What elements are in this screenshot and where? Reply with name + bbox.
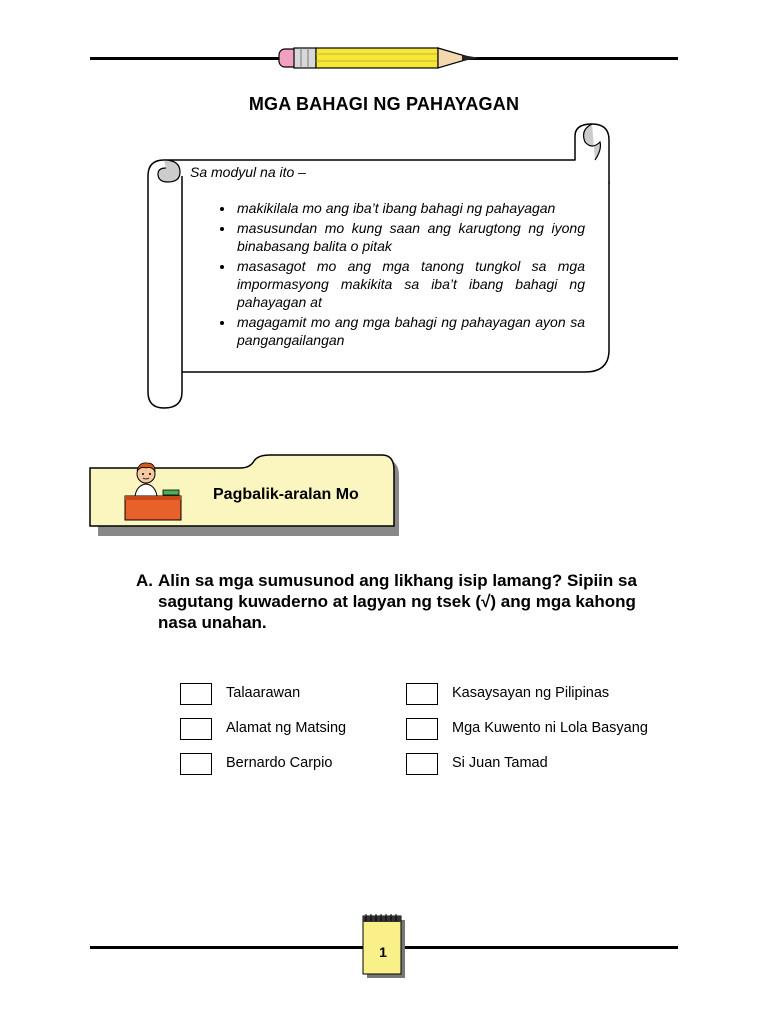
objective-item: • makikilala mo ang iba’t ibang bahagi ng pahayagan: [235, 199, 585, 217]
option-item: [406, 753, 666, 777]
objective-item: • masusundan mo kung saan ang karugtong ng iyong binabasang balita o pitak: [235, 219, 585, 255]
checkbox[interactable]: [180, 753, 212, 775]
question-text: Alin sa mga sumusunod ang likhang isip lamang? Sipiin sa sagutang kuwaderno at lagyan ng tsek (√) ang mga kahong nasa unahan.: [158, 571, 637, 632]
objectives-intro: Sa modyul na ito –: [190, 164, 306, 180]
option-item: [406, 718, 666, 742]
section-heading: Pagbalik-aralan Mo: [213, 486, 359, 503]
objective-item: • masasagot mo ang mga tanong tungkol sa mga impormasyong makikita sa iba’t ibang bahagi ng pahayagan at: [235, 257, 585, 311]
objective-item: • magagamit mo ang mga bahagi ng pahayagan ayon sa pangangailangan: [235, 313, 585, 349]
option-label: Bernardo Carpio: [226, 755, 333, 771]
checkbox[interactable]: [406, 683, 438, 705]
option-item: [180, 753, 380, 777]
option-item: [406, 683, 666, 707]
checkbox[interactable]: [406, 753, 438, 775]
checkbox[interactable]: [406, 718, 438, 740]
objectives-list: [190, 199, 585, 349]
module-objectives: [190, 163, 585, 351]
pencil-icon: [276, 44, 486, 72]
option-label: Talaarawan: [226, 685, 301, 701]
option-label: Si Juan Tamad: [452, 755, 548, 771]
question-a: [136, 570, 676, 633]
page-title: MGA BAHAGI NG PAHAYAGAN: [248, 94, 520, 114]
student-at-desk-icon: [123, 460, 185, 522]
checkbox[interactable]: [180, 683, 212, 705]
option-item: [180, 718, 380, 742]
option-label: Alamat ng Matsing: [226, 720, 347, 736]
option-label: Mga Kuwento ni Lola Basyang: [452, 720, 648, 736]
question-letter: A.: [136, 571, 153, 590]
checkbox[interactable]: [180, 718, 212, 740]
option-label: Kasaysayan ng Pilipinas: [452, 685, 610, 701]
page-number: 1: [379, 944, 387, 960]
option-item: [180, 683, 380, 707]
